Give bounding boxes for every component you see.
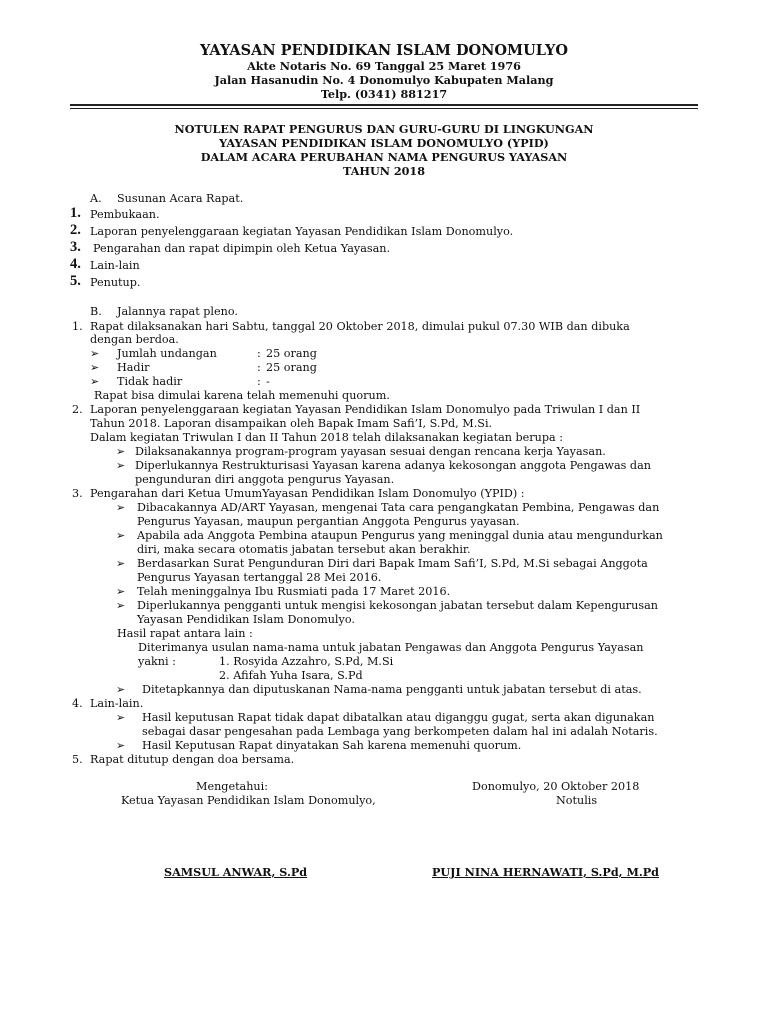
attendance-colon: :: [257, 375, 261, 388]
attendance-label: Tidak hadir: [117, 375, 183, 388]
nominee-name: 2. Afifah Yuha Isara, S.Pd: [219, 669, 363, 682]
arrow-bullet-icon: ➢: [116, 711, 126, 724]
attendance-value: 25 orang: [266, 347, 317, 360]
paragraph-line: Laporan penyelenggaraan kegiatan Yayasan Pendidikan Islam Donomulyo pada Triwulan I dan II: [90, 403, 641, 416]
attendance-label: Hadir: [117, 361, 150, 374]
bullet-text: Pengurus Yayasan tertanggal 28 Mei 2016.: [137, 571, 382, 584]
sign-left-title: Mengetahui:: [196, 780, 268, 793]
bullet-text: pengunduran diri anggota pengurus Yayasan.: [135, 473, 395, 486]
bullet-text: diri, maka secara otomatis jabatan tersebut akan berakhir.: [137, 543, 471, 556]
paragraph-line: dengan berdoa.: [90, 333, 179, 346]
letterhead-divider: [70, 104, 698, 106]
sign-right-name: PUJI NINA HERNAWATI, S.Pd, M.Pd: [432, 865, 659, 879]
title-line-2: YAYASAN PENDIDIKAN ISLAM DONOMULYO (YPID): [219, 136, 549, 150]
attendance-colon: :: [257, 361, 261, 374]
bullet-text: Berdasarkan Surat Pengunduran Diri dari Bapak Imam Safi’I, S.Pd, M.Si sebagai Anggota: [137, 557, 648, 570]
paragraph-line: Rapat dilaksanakan hari Sabtu, tanggal 20 Oktober 2018, dimulai pukul 07.30 WIB dan dibuka: [90, 320, 630, 333]
section-a-marker: A.: [90, 192, 102, 205]
arrow-bullet-icon: ➢: [116, 529, 126, 542]
arrow-bullet-icon: ➢: [116, 585, 126, 598]
agenda-num: 1.: [70, 205, 81, 221]
arrow-bullet-icon: ➢: [116, 501, 126, 514]
paragraph-line: Pengarahan dari Ketua UmumYayasan Pendidikan Islam Donomulyo (YPID) :: [90, 487, 525, 500]
attendance-colon: :: [257, 347, 261, 360]
bullet-text: Apabila ada Anggota Pembina ataupun Pengurus yang meninggal dunia atau mengundurkan: [137, 529, 663, 542]
bullet-text: Hasil keputusan Rapat tidak dapat dibatalkan atau diganggu gugat, serta akan digunakan: [142, 711, 655, 724]
arrow-bullet-icon: ➢: [116, 683, 126, 696]
list-num: 1.: [72, 320, 83, 333]
section-b-heading: Jalannya rapat pleno.: [117, 305, 238, 318]
bullet-text: Yayasan Pendidikan Islam Donomulyo.: [137, 613, 355, 626]
quorum-note: Rapat bisa dimulai karena telah memenuhi quorum.: [94, 389, 390, 402]
agenda-item: Lain-lain: [90, 259, 140, 272]
agenda-num: 2.: [70, 222, 81, 238]
bullet-text: Dilaksanakannya program-program yayasan sesuai dengan rencana kerja Yayasan.: [135, 445, 606, 458]
bullet-text: Telah meninggalnya Ibu Rusmiati pada 17 Maret 2016.: [137, 585, 451, 598]
paragraph-line: Lain-lain.: [90, 697, 144, 710]
result-yakni: yakni :: [138, 655, 176, 668]
sign-right-date: Donomulyo, 20 Oktober 2018: [472, 780, 640, 793]
bullet-text: Pengurus Yayasan, maupun pergantian Anggota Pengurus yayasan.: [137, 515, 520, 528]
bullet-text: Hasil Keputusan Rapat dinyatakan Sah karena memenuhi quorum.: [142, 739, 522, 752]
section-a-heading: Susunan Acara Rapat.: [117, 192, 244, 205]
letterhead-divider-thin: [70, 108, 698, 109]
arrow-bullet-icon: ➢: [116, 557, 126, 570]
agenda-item: Laporan penyelenggaraan kegiatan Yayasan Pendidikan Islam Donomulyo.: [90, 225, 514, 238]
org-name: YAYASAN PENDIDIKAN ISLAM DONOMULYO: [200, 42, 568, 59]
nominee-name: 1. Rosyida Azzahro, S.Pd, M.Si: [219, 655, 394, 668]
bullet-text: Diperlukannya Restrukturisasi Yayasan karena adanya kekosongan anggota Pengawas dan: [135, 459, 651, 472]
section-b-marker: B.: [90, 305, 102, 318]
phone-line: Telp. (0341) 881217: [320, 87, 448, 101]
sign-left-role: Ketua Yayasan Pendidikan Islam Donomulyo,: [121, 794, 376, 807]
sign-left-name: SAMSUL ANWAR, S.Pd: [164, 865, 308, 879]
akte-line: Akte Notaris No. 69 Tanggal 25 Maret 1976: [247, 59, 521, 73]
list-num: 5.: [72, 753, 83, 766]
title-line-3: DALAM ACARA PERUBAHAN NAMA PENGURUS YAYASAN: [200, 150, 568, 164]
arrow-bullet-icon: ➢: [90, 361, 100, 374]
arrow-bullet-icon: ➢: [90, 347, 100, 360]
agenda-item: Pembukaan.: [90, 208, 160, 221]
result-heading: Hasil rapat antara lain :: [117, 627, 253, 640]
bullet-text: sebagai dasar pengesahan pada Lembaga yang berkompeten dalam hal ini adalah Notaris.: [142, 725, 658, 738]
bullet-text: Diperlukannya pengganti untuk mengisi kekosongan jabatan tersebut dalam Kepengurusan: [137, 599, 658, 612]
attendance-label: Jumlah undangan: [117, 347, 217, 360]
agenda-num: 4.: [70, 256, 81, 272]
arrow-bullet-icon: ➢: [90, 375, 100, 388]
agenda-item: Pengarahan dan rapat dipimpin oleh Ketua Yayasan.: [93, 242, 391, 255]
list-num: 4.: [72, 697, 83, 710]
agenda-num: 3.: [70, 239, 81, 255]
arrow-bullet-icon: ➢: [116, 459, 126, 472]
list-num: 2.: [72, 403, 83, 416]
attendance-value: 25 orang: [266, 361, 317, 374]
bullet-text: Dibacakannya AD/ART Yayasan, mengenai Tata cara pengangkatan Pembina, Pengawas dan: [137, 501, 660, 514]
attendance-value: -: [266, 375, 270, 388]
paragraph-line: Tahun 2018. Laporan disampaikan oleh Bapak Imam Safi’I, S.Pd, M.Si.: [90, 417, 493, 430]
bullet-text: Ditetapkannya dan diputuskanan Nama-nama pengganti untuk jabatan tersebut di atas.: [142, 683, 642, 696]
result-text: Diterimanya usulan nama-nama untuk jabatan Pengawas dan Anggota Pengurus Yayasan: [138, 641, 644, 654]
paragraph-line: Dalam kegiatan Triwulan I dan II Tahun 2018 telah dilaksanakan kegiatan berupa :: [90, 431, 564, 444]
address-line: Jalan Hasanudin No. 4 Donomulyo Kabupaten Malang: [214, 73, 554, 87]
agenda-num: 5.: [70, 273, 81, 289]
sign-right-role: Notulis: [556, 794, 598, 807]
paragraph-line: Rapat ditutup dengan doa bersama.: [90, 753, 295, 766]
title-line-1: NOTULEN RAPAT PENGURUS DAN GURU-GURU DI LINGKUNGAN: [174, 122, 594, 136]
arrow-bullet-icon: ➢: [116, 599, 126, 612]
arrow-bullet-icon: ➢: [116, 739, 126, 752]
title-line-4: TAHUN 2018: [343, 164, 425, 178]
list-num: 3.: [72, 487, 83, 500]
arrow-bullet-icon: ➢: [116, 445, 126, 458]
agenda-item: Penutup.: [90, 276, 141, 289]
